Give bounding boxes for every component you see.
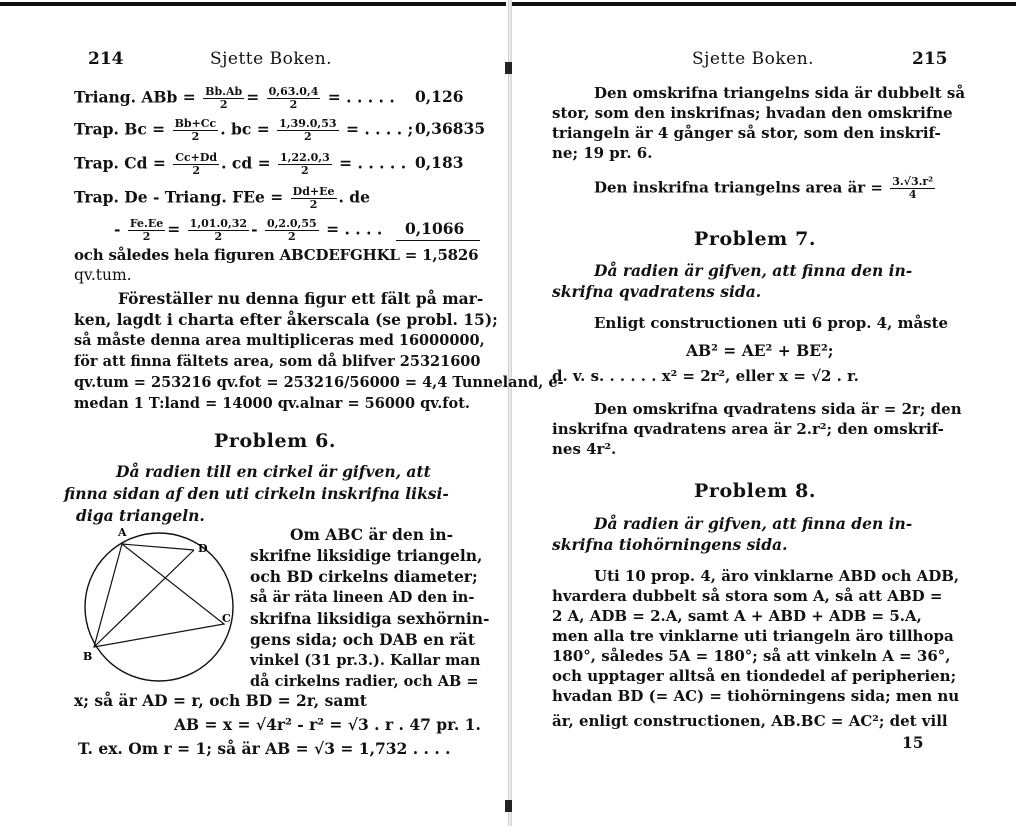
ab-line: AB = x = √4r² - r² = √3 . r . 47 pr. 1. (174, 715, 481, 734)
problem-7-statement: skrifna qvadratens sida. (552, 282, 762, 301)
para-line: medan 1 T:land = 14000 qv.alnar = 56000 qv.fot. (74, 395, 470, 412)
side-text: vinkel (31 pr.3.). Kallar man (250, 652, 481, 669)
p7-dvs: d. v. s. . . . . . x² = 2r², eller x = √2 . r. (552, 367, 859, 385)
para-line: så måste denna area multipliceras med 16000000, (74, 332, 485, 349)
example-line: T. ex. Om r = 1; så är AB = √3 = 1,732 . . . . (78, 739, 451, 758)
problem-6-statement: Då radien till en cirkel är gifven, att (116, 462, 431, 481)
p8-body: hvardera dubbelt så stora som A, så att ABD = (552, 587, 943, 605)
running-header: Sjette Boken. (210, 49, 333, 69)
p8-body: hvadan BD (= AC) = tiohörningens sida; men nu (552, 687, 960, 705)
total-unit: qv.tum. (74, 266, 132, 284)
side-text: då cirkelns radier, och AB = (250, 673, 479, 690)
total-line: och således hela figuren ABCDEFGHKL = 1,5826 (74, 246, 479, 264)
value-minus: 0,1066 (405, 219, 465, 238)
page-number: 215 (912, 49, 948, 69)
intro-line: triangeln är 4 gånger så stor, som den inskrif- (552, 124, 941, 142)
p7-tail: inskrifna qvadratens area är 2.r²; den omskrif- (552, 420, 944, 438)
p7-tail: Den omskrifna qvadratens sida är = 2r; den (594, 400, 962, 418)
problem-7-statement: Då radien är gifven, att finna den in- (594, 261, 913, 280)
side-text: skrifne liksidige triangeln, (250, 546, 483, 565)
value-trap-bc: 0,36835 (415, 119, 486, 138)
p8-body: men alla tre vinklarne uti triangeln äro tillhopa (552, 627, 954, 645)
problem-6-statement: diga triangeln. (76, 506, 205, 525)
side-text: och BD cirkelns diameter; (250, 567, 478, 586)
circle-figure (74, 522, 254, 692)
label-a: A (118, 526, 127, 539)
formula-triang: Triang. ABb = $\frac{Bb.Ab}{2}$ = $\frac{0,63.0,4}{2}$ = . . . . . (74, 85, 395, 111)
p8-body: 2 A, ADB = 2.A, samt A + ABD + ADB = 5.A, (552, 607, 922, 625)
sum-rule (396, 240, 480, 241)
circle (85, 533, 233, 681)
para-line: för att finna fältets area, som då blifver 25321600 (74, 353, 481, 370)
p7-equation: AB² = AE² + BE²; (686, 341, 834, 360)
signature-mark: 15 (902, 733, 924, 752)
side-text: så är räta lineen AD den in- (250, 589, 475, 606)
running-header: Sjette Boken. (692, 49, 815, 69)
page-number: 214 (88, 49, 124, 69)
para-line: ken, lagdt i charta efter åkerscala (se probl. 15); (74, 310, 498, 329)
label-c: C (222, 612, 231, 625)
label-d: D (198, 542, 208, 555)
value-triang: 0,126 (415, 87, 464, 106)
right-page (510, 0, 1016, 826)
intro-line: stor, som den inskrifnas; hvadan den omskrifne (552, 104, 953, 122)
problem-6-title: Problem 6. (214, 430, 337, 452)
formula-minus: - $\frac{Fe.Ee}{2}$ = $\frac{1,01.0,32}{2}$ - $\frac{0,2.0,55}{2}$ = . . . . (114, 217, 383, 243)
p8-body: är, enligt constructionen, AB.BC = AC²; det vill (552, 712, 948, 730)
intro-line: ne; 19 pr. 6. (552, 144, 653, 162)
label-b: B (83, 650, 93, 663)
p8-body: 180°, således 5A = 180°; så att vinkeln A = 36°, (552, 647, 951, 665)
side-text: skrifna liksidiga sexhörnin- (250, 609, 490, 628)
para-line: Föreställer nu denna figur ett fält på mar- (118, 289, 484, 308)
p8-body: Uti 10 prop. 4, äro vinklarne ABD och ADB, (594, 567, 960, 585)
line-ad (122, 544, 194, 550)
formula-trap-bc: Trap. Bc = $\frac{Bb+Cc}{2}$ . bc = $\frac{1,39.0,53}{2}$ = . . . . ; (74, 117, 414, 143)
problem-8-title: Problem 8. (694, 480, 817, 502)
para-line: qv.tum = 253216 qv.fot = 253216/56000 = 4,4 Tunneland, e- (74, 374, 564, 391)
intro-line: Den omskrifna triangelns sida är dubbelt så (594, 84, 966, 102)
x-line: x; så är AD = r, och BD = 2r, samt (74, 691, 367, 710)
triangle-abc (94, 544, 224, 647)
formula-trap-de: Trap. De - Triang. FEe = $\frac{Dd+Ee}{2}$ . de (74, 185, 370, 211)
p7-tail: nes 4r². (552, 440, 617, 458)
value-trap-cd: 0,183 (415, 153, 464, 172)
formula-trap-cd: Trap. Cd = $\frac{Cc+Dd}{2}$ . cd = $\frac{1,22.0,3}{2}$ = . . . . . (74, 151, 407, 177)
problem-8-statement: skrifna tiohörningens sida. (552, 535, 788, 554)
p8-body: och upptager alltså en tiondedel af peripherien; (552, 667, 957, 685)
problem-6-statement: finna sidan af den uti cirkeln inskrifna liksi- (64, 484, 449, 503)
side-text: gens sida; och DAB en rät (250, 630, 476, 649)
problem-8-statement: Då radien är gifven, att finna den in- (594, 514, 913, 533)
problem-7-title: Problem 7. (694, 228, 817, 250)
side-text: Om ABC är den in- (290, 525, 454, 544)
area-line: Den inskrifna triangelns area är = $\frac{\text{3.√3.r²}}{4}$ (594, 175, 934, 201)
p7-line: Enligt constructionen uti 6 prop. 4, måste (594, 314, 949, 332)
